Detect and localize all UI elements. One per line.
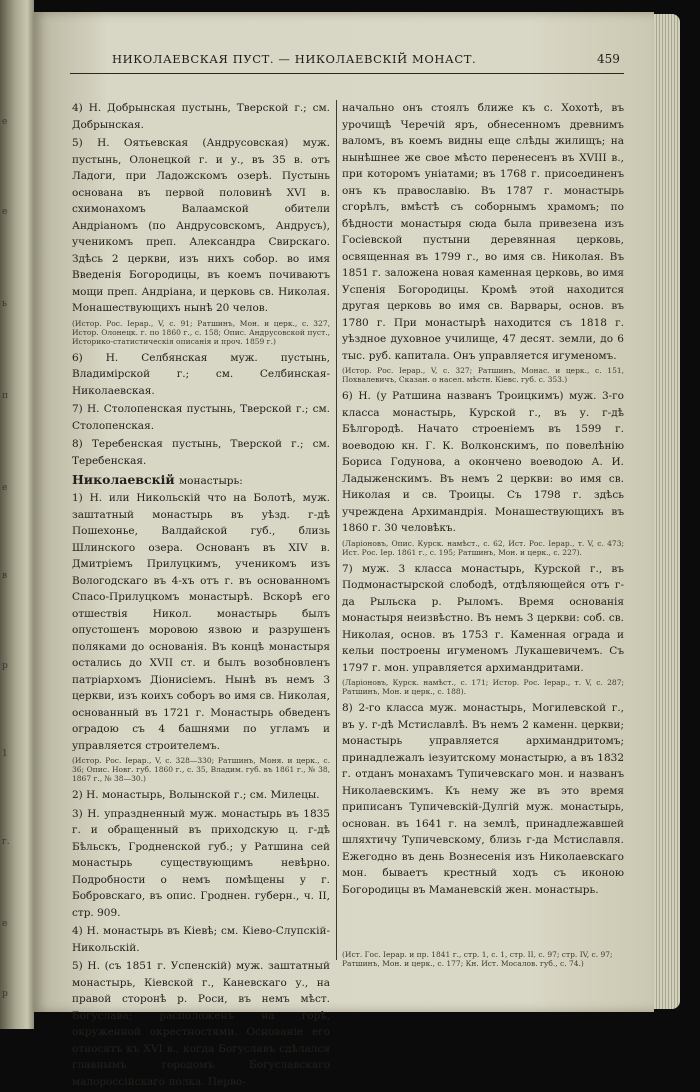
reference-note: (Истор. Рос. Іерар., V, с. 328—330; Ратшинъ, Моня. и церк., с. 36; Опис. Новг. губ. 1860 г., с. 35, Владим. губ. въ 1861 г., № 38, 1867 г., № 38—30.) (72, 756, 330, 783)
entry: 7) муж. 3 класса монастырь, Курской г., въ Подмонастырской слободѣ, отдѣляющейся отъ г-да Рыльска р. Рыломъ. Время основанія монастыря неизвѣстно. Въ немъ 3 церкви: соб. св. Николая, основ. въ 1753 г. Каменная ограда и кельи построены игуменомъ Лукашевичемъ. Съ 1797 г. мон. управляется архимандритами. (342, 562, 624, 674)
entry: 8) 2-го класса муж. монастырь, Могилевской г., въ у. г-дѣ Мстиславлѣ. Въ немъ 2 каменн. церкви; монастырь управляется архимандритомъ; принадлежалъ іезуитскому монастырю, а въ 1832 г. отданъ монахамъ Тупичевскаго мон. и названъ Николаевскимъ. Къ нему же въ это время приписанъ Тупичевскій-Дулгій муж. монастырь, основан. въ 1641 г. на землѣ, принадлежавшей шляхтичу Тупичевскому, близь г-да Мстиславля. Ежегодно въ день Вознесенія изъ Николаевскаго мон. бываетъ крестный ходъ съ иконою Богородицы въ Маманевскій жен. монастырь. (342, 702, 624, 896)
left-fragment: 1 (2, 749, 8, 759)
heading-word: Николаевскій (72, 472, 175, 487)
reference-note: (Истор. Рос. Іерар., V, с. 327; Ратшинъ, Монас. и церк., с. 151, Похвалевичъ, Сказан. о насел. мѣстн. Кіевс. губ. с. 353.) (342, 366, 624, 384)
entry: 7) Н. Столопенская пустынь, Тверской г.; см. Столопенская. (72, 403, 330, 432)
left-fragment: п (2, 391, 8, 401)
entry: начально онъ стоялъ ближе къ с. Хохотѣ, въ урочищѣ Черечій яръ, обнесенномъ древнимъ валомъ, въ коемъ видны еще слѣды жилищъ; на нынѣшнее же свое мѣсто перенесенъ въ XVIII в., при которомъ уніатами; въ 1768 г. присоединенъ онъ къ православію. Въ 1787 г. монастырь сгорѣлъ, вмѣстѣ съ соборнымъ храмомъ; по бѣдности монастыря сюда была привезена изъ Госіевской пустыни деревянная церковь, освященная въ 1799 г., во имя св. Николая. Въ 1851 г. заложена новая каменная церковь, во имя Успенія Богородицы. Кромѣ этой находится другая церковь во имя св. Варвары, основ. въ 1780 г. При монастырѣ находится съ 1818 г. уѣздное духовное училище, 47 десят. земли, до 6 тыс. руб. капитала. Онъ управляется игуменомъ. (342, 102, 624, 362)
heading-rest: монастырь: (179, 475, 243, 487)
entry: 1) Н. или Никольскій что на Болотѣ, муж. заштатный монастырь въ уѣзд. г-дѣ Пошехонье, Валдайской губ., близь Шлинского озера. Основанъ въ XIV в. Дмитріемъ Прилуцкимъ, ученикомъ изъ Вологодскаго въ 4-хъ отъ г. въ основанномъ Спасо-Прилуцкомъ монастырѣ. Вскорѣ его отшествія Никол. монастырь былъ опустошенъ моровою язвою и разрушенъ поляками до основанія. Въ концѣ монастыря остались до XVII ст. и былъ возобновленъ патріархомъ Діонисіемъ. Нынѣ въ немъ 3 церкви, изъ коихъ соборъ во имя св. Николая, основанный въ 1721 г. Монастырь обведенъ оградою съ 4 башнями по угламъ и управляется строителемъ. (72, 492, 330, 752)
page-number: 459 (597, 52, 620, 66)
entry: 6) Н. (у Ратшина названъ Троицкимъ) муж. 3-го класса монастырь, Курской г., въ у. г-дѣ Бѣлгородѣ. Начато строеніемъ въ 1599 г. воеводою кн. Г. К. Волконскимъ, по повелѣнію Бориса Годунова, а окончено воеводою А. И. Ладыженскимъ. Въ немъ 2 церкви: во имя св. Николая и св. Троицы. Съ 1798 г. здѣсь учреждена Архимандрія. Монашествующихъ въ 1860 г. 30 человѣкъ. (342, 390, 624, 534)
left-fragment: е (2, 117, 8, 127)
entry: 8) Теребенская пустынь, Тверской г.; см. Теребенская. (72, 438, 330, 467)
entry: 4) Н. монастырь въ Кіевѣ; см. Кіево-Слупскій-Никольскій. (72, 925, 330, 954)
entry: 6) Н. Селбянская муж. пустынь, Владимірской г.; см. Селбинская-Николаевская. (72, 351, 330, 397)
reference-note: (Ист. Гос. Іерар. и пр. 1841 г., стр. 1, с. 1, стр. II, с. 97; стр. IV, с. 97; Ратшинъ, Мон. и церк., с. 177; Кн. Ист. Мосалов. губ., с. 74.) (342, 950, 613, 968)
running-header: НИКОЛАЕВСКАЯ ПУСТ. — НИКОЛАЕВСКІЙ МОНАСТ. (112, 52, 477, 66)
header-rule (70, 73, 624, 74)
left-fragment: р (2, 661, 8, 671)
entry: 2) Н. монастырь, Волынской г.; см. Милецы. (72, 789, 320, 801)
entry: 3) Н. упраздненный муж. монастырь въ 1835 г. и обращенный въ приходскую ц. г-дѣ Бѣльскъ, Гродненской губ.; у Ратшина сей монастырь существующимъ невѣрно. Подробности о немъ помѣщены у г. Бобровскаго, въ опис. Гроднен. губерн., ч. II, стр. 909. (72, 807, 330, 919)
reference-note: (Истор. Рос. Іерар., V, с. 91; Ратшинъ, Мон. и церк., с. 327, Истор. Олонецк. г. по 1860 г., с. 158; Опис. Андрусовской пуст., Историко-статистическія описанія и проч. 1859 г.) (72, 318, 330, 346)
section-heading (72, 471, 330, 490)
left-page-edge (0, 0, 34, 1029)
page-stack-edge (654, 14, 680, 1009)
right-column (342, 100, 624, 900)
left-fragment: ь (2, 299, 7, 309)
left-fragment: г. (2, 837, 10, 847)
column-divider (336, 100, 337, 960)
left-fragment: е (2, 919, 8, 929)
left-fragment: р (2, 989, 8, 999)
left-fragment: е (2, 207, 8, 217)
left-fragment: в (2, 571, 8, 581)
entry: 5) Н. Оятьевская (Андрусовская) муж. пустынь, Олонецкой г. и у., въ 35 в. отъ Ладоги, при Ладожскомъ озерѣ. Пустынь основана въ первой половинѣ XVI в. схимонахомъ Валаамской обители Андріаномъ (по Андрусовскомъ, Андрусъ), ученикомъ преп. Александра Свирскаго. Здѣсь 2 церкви, изъ нихъ собор. во имя Введенія Богородицы, въ коемъ почиваютъ мощи преп. Андріана, и церковь св. Николая. Монашествующихъ нынѣ 20 челов. (72, 137, 330, 314)
entry: 4) Н. Добрынская пустынь, Тверской г.; см. Добрынская. (72, 102, 330, 131)
left-fragment: е (2, 483, 8, 493)
entry: 5) Н. (съ 1851 г. Успенскій) муж. заштатный монастырь, Кіевской г., Каневскаго у., на правой сторонѣ р. Роси, въ немъ мѣст. Богуслава; расположенъ на горѣ, окруженной окрестностями. Основаніе его относятъ къ XVI в., когда Богуславъ сдѣлался главнымъ городомъ Богуславскаго малороссійскаго полка. Перво- (72, 960, 330, 1088)
left-column (72, 100, 330, 1092)
book-page (34, 12, 654, 1088)
reference-note: (Ларіоновъ, Курск. намѣст., с. 171; Истор. Рос. Іерар., т. V, с. 287; Ратшинъ, Мон. и церк., с. 188). (342, 678, 624, 696)
reference-note: (Ларіоновъ, Опис. Курск. намѣст., с. 62, Ист. Рос. Іерар., т. V, с. 473; Ист. Рос. Іер. 1861 г., с. 195; Ратшинъ, Мон. и церк., с. 227). (342, 538, 624, 557)
